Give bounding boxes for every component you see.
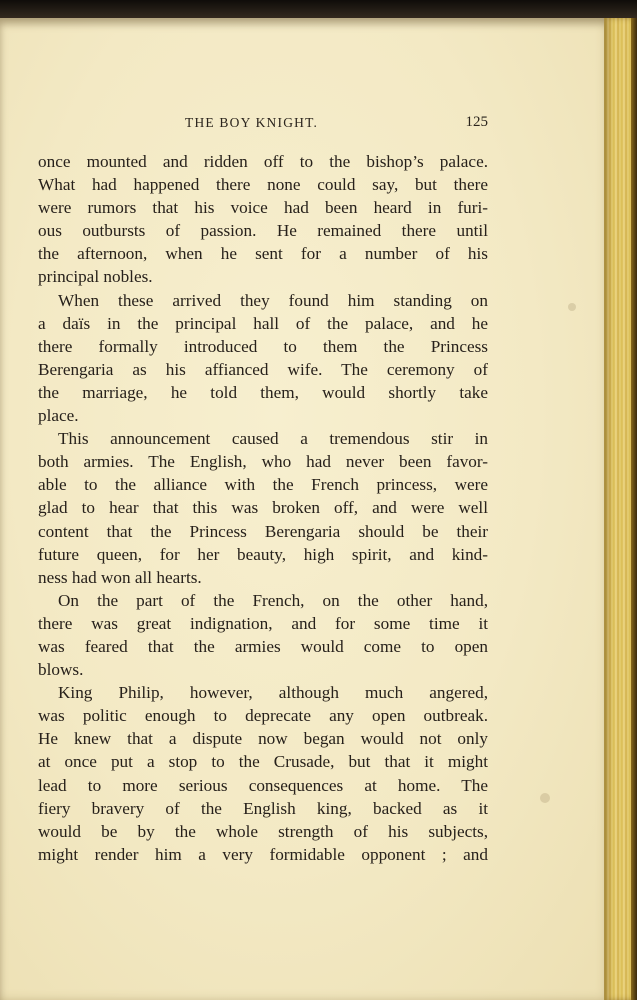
text-line: Berengaria as his affianced wife. The ceremony of (38, 359, 488, 379)
text-line: content that the Princess Berengaria should be their (38, 521, 488, 541)
text-line: there formally introduced to them the Princess (38, 336, 488, 356)
text-line: What had happened there none could say, but there (38, 175, 488, 195)
text-line: ness had won all hearts. (38, 567, 202, 587)
text-line: When these arrived they found him standing on (58, 290, 488, 310)
body-text (38, 150, 488, 866)
text-line: King Philip, however, although much angered, (58, 683, 488, 703)
text-line: On the part of the French, on the other hand, (58, 590, 488, 610)
text-line: principal nobles. (38, 267, 153, 287)
text-line: fiery bravery of the English king, backed as it (38, 798, 488, 818)
text-line: a daïs in the principal hall of the palace, and he (38, 313, 488, 333)
text-line: the marriage, he told them, would shortly take (38, 382, 488, 402)
paper-spot (568, 303, 576, 311)
text-line: both armies. The English, who had never been favor- (38, 452, 488, 472)
text-line: ous outbursts of passion. He remained there until (38, 221, 488, 241)
running-title: THE BOY KNIGHT. (185, 115, 319, 130)
text-line: was politic enough to deprecate any open outbreak. (38, 706, 488, 726)
cover-edge (631, 18, 637, 1000)
text-line: glad to hear that this was broken off, and were well (38, 498, 488, 518)
text-line: able to the alliance with the French princess, were (38, 475, 488, 495)
text-line: future queen, for her beauty, high spirit, and kind- (38, 544, 488, 564)
text-line: place. (38, 406, 79, 426)
text-line: at once put a stop to the Crusade, but that it might (38, 752, 488, 772)
page-header (185, 115, 488, 135)
text-line: He knew that a dispute now began would not only (38, 729, 488, 749)
paper-spot (540, 793, 550, 803)
text-line: might render him a very formidable opponent ; and (38, 844, 488, 864)
text-line: there was great indignation, and for some time it (38, 613, 488, 633)
text-line: would be by the whole strength of his subjects, (38, 821, 488, 841)
text-line: lead to more serious consequences at home. The (38, 775, 488, 795)
text-line: were rumors that his voice had been heard in furi- (38, 198, 488, 218)
page-number: 125 (465, 114, 488, 130)
text-line: the afternoon, when he sent for a number of his (38, 244, 488, 264)
text-line: This announcement caused a tremendous stir in (58, 429, 488, 449)
text-line: blows. (38, 660, 84, 680)
text-line: once mounted and ridden off to the bishop’s palace. (38, 152, 488, 171)
text-line: was feared that the armies would come to open (38, 636, 488, 656)
